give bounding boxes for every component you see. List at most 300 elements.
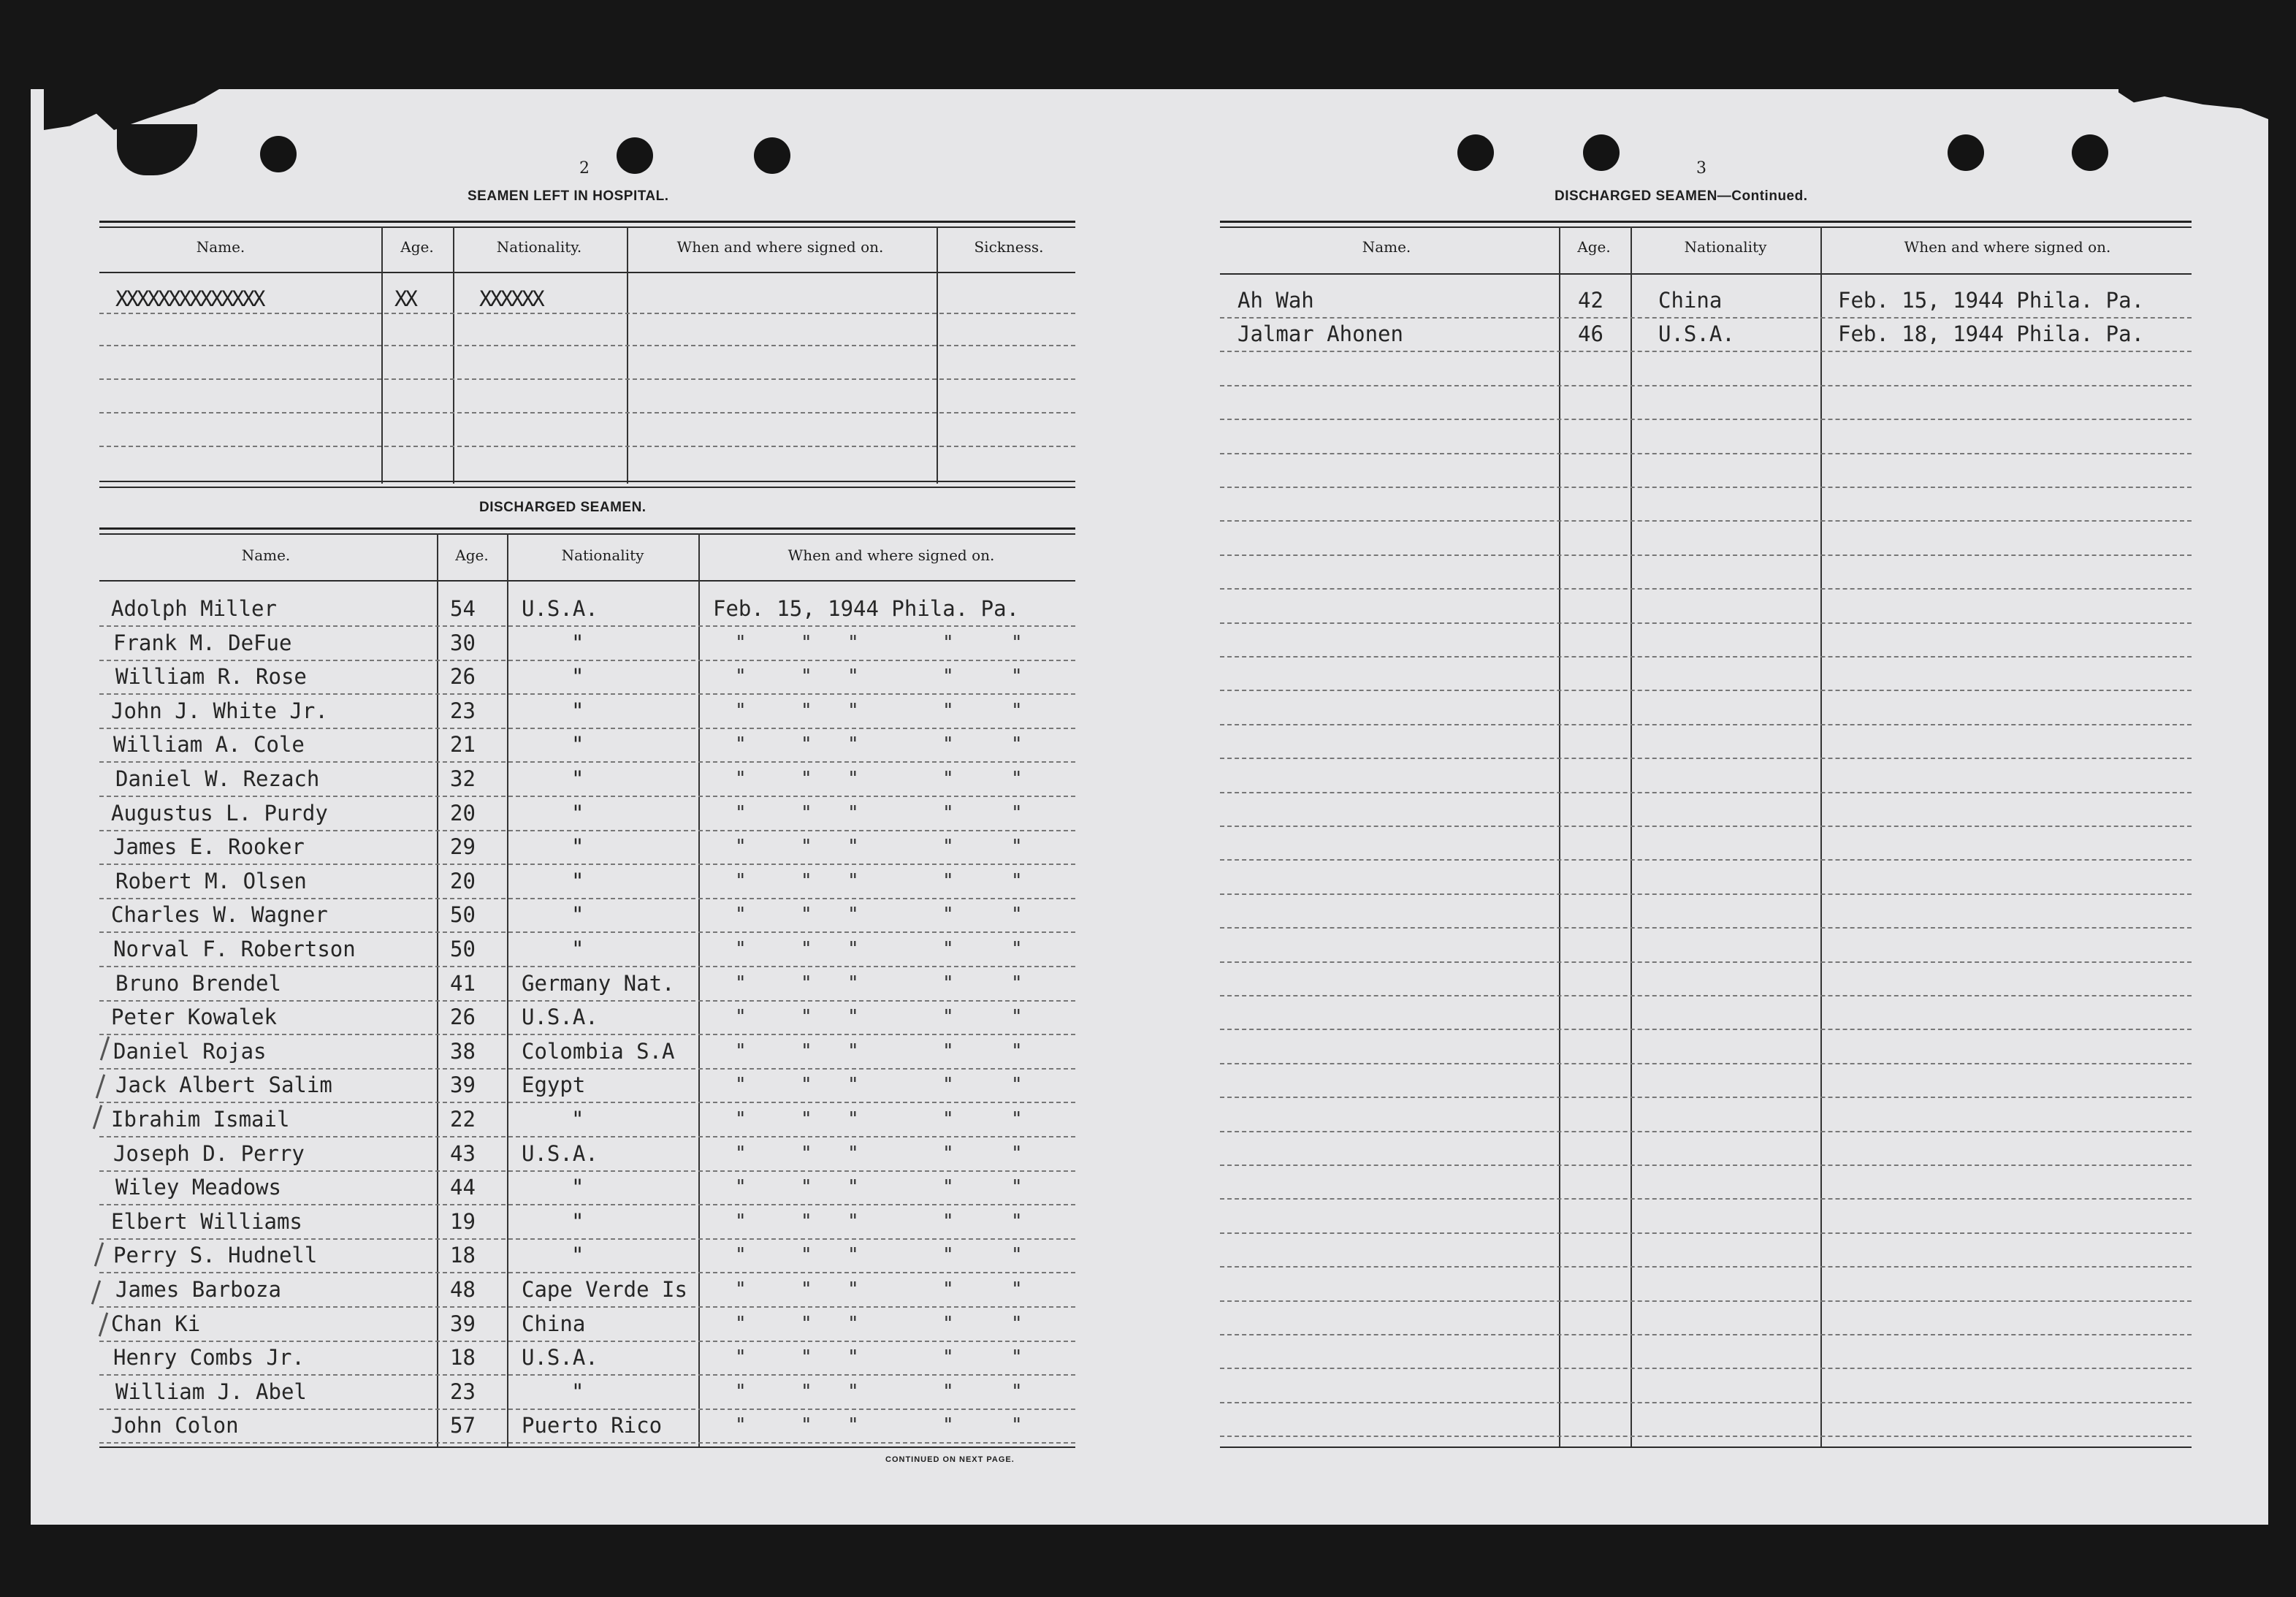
ditto-mark: " xyxy=(942,972,954,994)
seaman-age: 41 xyxy=(450,970,476,996)
hospital-section-title: SEAMEN LEFT IN HOSPITAL. xyxy=(468,188,669,204)
seaman-name: Augustus L. Purdy xyxy=(111,800,328,826)
row-rule xyxy=(1220,1198,2192,1200)
row-rule xyxy=(1220,385,2192,386)
ditto-mark: " xyxy=(942,699,954,722)
row-rule xyxy=(99,1374,1075,1376)
ditto-mark: " xyxy=(942,1312,954,1335)
row-rule xyxy=(1220,1131,2192,1132)
seaman-name: Daniel Rojas xyxy=(113,1038,267,1064)
ditto-mark: " xyxy=(801,768,812,790)
ditto-mark: " xyxy=(735,1346,747,1369)
ditto-mark: " xyxy=(942,631,954,654)
seaman-age: 54 xyxy=(450,596,476,621)
seaman-nationality: Puerto Rico xyxy=(522,1413,663,1438)
ditto-mark: " xyxy=(942,1040,954,1062)
page-number: 3 xyxy=(1696,159,1706,178)
row-rule xyxy=(1220,622,2192,624)
ditto-mark: " xyxy=(735,1108,747,1130)
ditto-mark: " xyxy=(735,1176,747,1199)
seaman-name: Wiley Meadows xyxy=(115,1175,281,1200)
seaman-nationality: " xyxy=(571,664,584,690)
ditto-mark: " xyxy=(847,1414,859,1437)
seaman-age: 43 xyxy=(450,1140,476,1166)
row-rule xyxy=(99,1000,1075,1002)
seaman-nationality: " xyxy=(571,834,584,860)
ditto-mark: " xyxy=(942,801,954,824)
seaman-age: 26 xyxy=(450,664,476,690)
seaman-nationality: " xyxy=(571,1107,584,1132)
row-rule xyxy=(1220,317,2192,319)
seaman-name: Daniel W. Rezach xyxy=(115,766,320,791)
row-rule xyxy=(1220,690,2192,691)
row-rule xyxy=(99,1272,1075,1273)
seaman-age: 38 xyxy=(450,1038,476,1064)
hospital-col-nationality: Nationality. xyxy=(496,238,582,256)
seaman-name: Ibrahim Ismail xyxy=(111,1107,290,1132)
ditto-mark: " xyxy=(942,1380,954,1403)
seaman-name: John J. White Jr. xyxy=(111,698,328,723)
row-rule xyxy=(99,728,1075,729)
ditto-mark: " xyxy=(1011,904,1023,926)
discharged-col-signed-on: When and where signed on. xyxy=(787,546,995,564)
row-rule xyxy=(1220,1334,2192,1335)
row-rule xyxy=(1220,520,2192,522)
ditto-mark: " xyxy=(735,904,747,926)
seaman-age: 50 xyxy=(450,937,476,961)
ditto-mark: " xyxy=(801,904,812,926)
row-rule xyxy=(99,931,1075,933)
discharged-col-nationality: Nationality xyxy=(561,546,644,564)
ditto-mark: " xyxy=(735,1040,747,1062)
ditto-mark: " xyxy=(942,1108,954,1130)
ditto-mark: " xyxy=(942,869,954,892)
ditto-mark: " xyxy=(847,768,859,790)
column-divider xyxy=(1631,226,1632,1447)
ditto-mark: " xyxy=(735,1278,747,1300)
ditto-mark: " xyxy=(942,733,954,756)
row-rule xyxy=(1220,554,2192,556)
discharged-continued-title: DISCHARGED SEAMEN—Continued. xyxy=(1555,188,1808,204)
ditto-mark: " xyxy=(735,938,747,960)
seaman-age: 39 xyxy=(450,1072,476,1098)
ditto-mark: " xyxy=(801,699,812,722)
ditto-mark: " xyxy=(847,1074,859,1097)
seaman-age: 50 xyxy=(450,902,476,928)
seaman-name: William R. Rose xyxy=(115,664,307,690)
seaman-name: John Colon xyxy=(111,1413,239,1438)
seaman-age: 44 xyxy=(450,1175,476,1200)
seaman-name: Bruno Brendel xyxy=(115,970,281,996)
seaman-name: Robert M. Olsen xyxy=(115,868,307,893)
ditto-mark: " xyxy=(801,1108,812,1130)
row-rule xyxy=(1220,419,2192,420)
rule xyxy=(99,221,1075,223)
seaman-age: 39 xyxy=(450,1311,476,1336)
hospital-col-name: Name. xyxy=(196,238,245,256)
seaman-name: Frank M. DeFue xyxy=(113,630,292,655)
right-col-nationality: Nationality xyxy=(1684,238,1767,256)
ditto-mark: " xyxy=(942,1006,954,1029)
ditto-mark: " xyxy=(1011,1074,1023,1097)
binder-hole xyxy=(1583,134,1620,171)
column-divider xyxy=(1559,226,1560,1447)
row-rule xyxy=(99,796,1075,797)
ditto-mark: " xyxy=(801,1278,812,1300)
ditto-mark: " xyxy=(801,1006,812,1029)
ditto-mark: " xyxy=(1011,1108,1023,1130)
ditto-mark: " xyxy=(942,1176,954,1199)
seaman-signed-on: Feb. 15, 1944 Phila. Pa. xyxy=(713,596,1020,621)
ditto-mark: " xyxy=(847,1108,859,1130)
hospital-col-signed-on: When and where signed on. xyxy=(676,238,884,256)
ditto-mark: " xyxy=(1011,836,1023,858)
ditto-mark: " xyxy=(1011,666,1023,688)
ditto-mark: " xyxy=(847,1244,859,1267)
page-number: 2 xyxy=(579,159,590,178)
rule xyxy=(99,533,1075,535)
hospital-col-sickness: Sickness. xyxy=(974,238,1044,256)
ditto-mark: " xyxy=(1011,1312,1023,1335)
ditto-mark: " xyxy=(735,631,747,654)
seaman-age: 48 xyxy=(450,1277,476,1302)
seaman-age: 57 xyxy=(450,1413,476,1438)
row-rule xyxy=(1220,1300,2192,1302)
ditto-mark: " xyxy=(801,1142,812,1165)
seaman-nationality: " xyxy=(571,868,584,893)
row-rule xyxy=(1220,1029,2192,1030)
ditto-mark: " xyxy=(735,1142,747,1165)
ditto-mark: " xyxy=(942,1278,954,1300)
seaman-name: Ah Wah xyxy=(1237,288,1314,313)
rule xyxy=(99,226,1075,228)
row-rule xyxy=(99,898,1075,899)
ditto-mark: " xyxy=(1011,1142,1023,1165)
ditto-mark: " xyxy=(847,631,859,654)
ditto-mark: " xyxy=(847,1006,859,1029)
seaman-name: Adolph Miller xyxy=(111,596,277,621)
seaman-age: 26 xyxy=(450,1005,476,1030)
ditto-mark: " xyxy=(847,972,859,994)
row-rule xyxy=(1220,893,2192,895)
discharged-col-name: Name. xyxy=(241,546,291,564)
ditto-mark: " xyxy=(801,666,812,688)
seaman-age: 30 xyxy=(450,630,476,655)
ditto-mark: " xyxy=(1011,1210,1023,1232)
seaman-name: Chan Ki xyxy=(111,1311,201,1336)
ditto-mark: " xyxy=(735,1210,747,1232)
row-rule xyxy=(99,1034,1075,1035)
ditto-mark: " xyxy=(942,1210,954,1232)
seaman-name: James Barboza xyxy=(115,1277,281,1302)
ditto-mark: " xyxy=(1011,1040,1023,1062)
seaman-nationality: " xyxy=(571,698,584,723)
ditto-mark: " xyxy=(1011,768,1023,790)
column-divider xyxy=(507,533,508,1447)
seaman-name: Perry S. Hudnell xyxy=(113,1243,318,1268)
seaman-age: 32 xyxy=(450,766,476,791)
ditto-mark: " xyxy=(735,1414,747,1437)
row-rule xyxy=(99,412,1075,413)
seaman-nationality: China xyxy=(522,1311,586,1336)
row-rule xyxy=(99,625,1075,627)
row-rule xyxy=(1220,927,2192,929)
ditto-mark: " xyxy=(735,666,747,688)
ditto-mark: " xyxy=(801,938,812,960)
ditto-mark: " xyxy=(942,938,954,960)
row-rule xyxy=(1220,1232,2192,1234)
hospital-age-struck: XX xyxy=(394,286,416,311)
ditto-mark: " xyxy=(847,836,859,858)
ditto-mark: " xyxy=(847,1312,859,1335)
row-rule xyxy=(1220,656,2192,658)
ditto-mark: " xyxy=(735,836,747,858)
row-rule xyxy=(1220,758,2192,759)
ditto-mark: " xyxy=(847,1142,859,1165)
row-rule xyxy=(99,1442,1075,1444)
binder-hole xyxy=(260,136,297,172)
binder-hole xyxy=(2072,134,2108,171)
rule xyxy=(1220,1447,2192,1448)
seaman-nationality: U.S.A. xyxy=(522,1005,598,1030)
discharged-col-age: Age. xyxy=(455,546,489,564)
ditto-mark: " xyxy=(1011,1176,1023,1199)
row-rule xyxy=(99,864,1075,865)
column-divider xyxy=(1820,226,1822,1447)
ditto-mark: " xyxy=(1011,1244,1023,1267)
ditto-mark: " xyxy=(735,972,747,994)
ditto-mark: " xyxy=(847,869,859,892)
row-rule xyxy=(99,660,1075,661)
row-rule xyxy=(1220,995,2192,996)
seaman-nationality: Colombia S.A xyxy=(522,1038,675,1064)
column-divider xyxy=(437,533,438,1447)
hospital-nationality-struck: XXXXXX xyxy=(479,286,543,311)
row-rule xyxy=(99,761,1075,763)
seaman-nationality: " xyxy=(571,937,584,961)
ditto-mark: " xyxy=(735,733,747,756)
ditto-mark: " xyxy=(847,938,859,960)
hospital-col-age: Age. xyxy=(400,238,434,256)
right-col-age: Age. xyxy=(1577,238,1611,256)
row-rule xyxy=(1220,1436,2192,1437)
ditto-mark: " xyxy=(801,1176,812,1199)
row-rule xyxy=(99,1136,1075,1137)
ditto-mark: " xyxy=(1011,972,1023,994)
seaman-name: Norval F. Robertson xyxy=(113,937,356,961)
ditto-mark: " xyxy=(1011,869,1023,892)
seaman-signed-on: Feb. 18, 1944 Phila. Pa. xyxy=(1838,321,2145,347)
ditto-mark: " xyxy=(801,1074,812,1097)
seaman-age: 21 xyxy=(450,732,476,758)
seaman-nationality: U.S.A. xyxy=(522,1345,598,1371)
seaman-nationality: " xyxy=(571,1243,584,1268)
ditto-mark: " xyxy=(847,1278,859,1300)
ditto-mark: " xyxy=(847,733,859,756)
seaman-age: 22 xyxy=(450,1107,476,1132)
ditto-mark: " xyxy=(847,801,859,824)
seaman-nationality: U.S.A. xyxy=(522,1140,598,1166)
seaman-nationality: Cape Verde Is xyxy=(522,1277,687,1302)
seaman-nationality: " xyxy=(571,1208,584,1234)
seaman-name: Elbert Williams xyxy=(111,1208,302,1234)
discharged-section-title: DISCHARGED SEAMEN. xyxy=(479,500,647,515)
ditto-mark: " xyxy=(1011,1278,1023,1300)
hospital-name-struck: XXXXXXXXXXXXXX xyxy=(115,286,264,311)
row-rule xyxy=(99,966,1075,967)
rule xyxy=(99,487,1075,488)
seaman-name: Charles W. Wagner xyxy=(111,902,328,928)
right-col-name: Name. xyxy=(1362,238,1411,256)
ditto-mark: " xyxy=(801,1380,812,1403)
row-rule xyxy=(99,1068,1075,1070)
ditto-mark: " xyxy=(847,1346,859,1369)
ditto-mark: " xyxy=(942,904,954,926)
ditto-mark: " xyxy=(735,1074,747,1097)
row-rule xyxy=(1220,453,2192,454)
ditto-mark: " xyxy=(847,1176,859,1199)
seaman-age: 23 xyxy=(450,1379,476,1404)
seaman-name: Peter Kowalek xyxy=(111,1005,277,1030)
ditto-mark: " xyxy=(1011,1414,1023,1437)
ditto-mark: " xyxy=(1011,699,1023,722)
seaman-nationality: Egypt xyxy=(522,1072,586,1098)
binder-hole xyxy=(754,137,790,174)
ditto-mark: " xyxy=(942,1414,954,1437)
ditto-mark: " xyxy=(942,768,954,790)
row-rule xyxy=(99,446,1075,447)
row-rule xyxy=(1220,961,2192,963)
ditto-mark: " xyxy=(847,666,859,688)
ditto-mark: " xyxy=(801,1244,812,1267)
seaman-nationality: " xyxy=(571,766,584,791)
rule xyxy=(99,527,1075,530)
seaman-age: 19 xyxy=(450,1208,476,1234)
column-divider xyxy=(698,533,700,1447)
seaman-name: James E. Rooker xyxy=(113,834,305,860)
rule xyxy=(99,1447,1075,1448)
continued-note: CONTINUED ON NEXT PAGE. xyxy=(885,1455,1015,1464)
seaman-age: 29 xyxy=(450,834,476,860)
seaman-nationality: " xyxy=(571,630,584,655)
seaman-signed-on: Feb. 15, 1944 Phila. Pa. xyxy=(1838,288,2145,313)
ditto-mark: " xyxy=(735,801,747,824)
seaman-name: Henry Combs Jr. xyxy=(113,1345,305,1371)
right-col-signed-on: When and where signed on. xyxy=(1904,238,2111,256)
seaman-name: Joseph D. Perry xyxy=(113,1140,305,1166)
ditto-mark: " xyxy=(735,1312,747,1335)
ditto-mark: " xyxy=(942,666,954,688)
rule xyxy=(99,481,1075,482)
seaman-nationality: " xyxy=(571,1379,584,1404)
rule xyxy=(1220,226,2192,228)
ditto-mark: " xyxy=(735,869,747,892)
row-rule xyxy=(1220,859,2192,861)
row-rule xyxy=(99,1102,1075,1103)
ditto-mark: " xyxy=(735,1006,747,1029)
seaman-nationality: China xyxy=(1658,288,1723,313)
ditto-mark: " xyxy=(735,699,747,722)
seaman-age: 42 xyxy=(1578,288,1603,313)
ditto-mark: " xyxy=(942,836,954,858)
seaman-nationality: " xyxy=(571,800,584,826)
row-rule xyxy=(1220,724,2192,725)
ditto-mark: " xyxy=(847,1380,859,1403)
ditto-mark: " xyxy=(801,1040,812,1062)
row-rule xyxy=(1220,792,2192,793)
binder-hole xyxy=(617,137,653,174)
seaman-nationality: Germany Nat. xyxy=(522,970,675,996)
row-rule xyxy=(1220,487,2192,488)
row-rule xyxy=(99,313,1075,314)
ditto-mark: " xyxy=(1011,938,1023,960)
seaman-age: 23 xyxy=(450,698,476,723)
row-rule xyxy=(99,1341,1075,1342)
row-rule xyxy=(99,1306,1075,1308)
row-rule xyxy=(1220,826,2192,827)
rule xyxy=(99,272,1075,273)
rule xyxy=(99,580,1075,582)
seaman-nationality: U.S.A. xyxy=(522,596,598,621)
seaman-nationality: " xyxy=(571,732,584,758)
ditto-mark: " xyxy=(1011,1380,1023,1403)
row-rule xyxy=(99,1170,1075,1172)
seaman-name: Jack Albert Salim xyxy=(115,1072,332,1098)
row-rule xyxy=(99,378,1075,380)
row-rule xyxy=(99,1238,1075,1240)
ditto-mark: " xyxy=(735,768,747,790)
ditto-mark: " xyxy=(735,1380,747,1403)
row-rule xyxy=(1220,588,2192,590)
row-rule xyxy=(99,830,1075,831)
ditto-mark: " xyxy=(801,972,812,994)
seaman-name: William J. Abel xyxy=(115,1379,307,1404)
ditto-mark: " xyxy=(735,1244,747,1267)
ditto-mark: " xyxy=(1011,801,1023,824)
ditto-mark: " xyxy=(847,699,859,722)
binder-hole xyxy=(1457,134,1494,171)
row-rule xyxy=(1220,1063,2192,1064)
seaman-name: William A. Cole xyxy=(113,732,305,758)
ditto-mark: " xyxy=(1011,1346,1023,1369)
rule xyxy=(1220,273,2192,275)
row-rule xyxy=(1220,351,2192,352)
ditto-mark: " xyxy=(942,1346,954,1369)
ditto-mark: " xyxy=(801,869,812,892)
binder-hole xyxy=(1948,134,1984,171)
ditto-mark: " xyxy=(801,631,812,654)
ditto-mark: " xyxy=(801,1210,812,1232)
ditto-mark: " xyxy=(801,801,812,824)
ditto-mark: " xyxy=(847,904,859,926)
row-rule xyxy=(1220,1368,2192,1369)
seaman-name: Jalmar Ahonen xyxy=(1237,321,1403,347)
seaman-nationality: " xyxy=(571,902,584,928)
ditto-mark: " xyxy=(1011,733,1023,756)
row-rule xyxy=(1220,1266,2192,1268)
seaman-age: 20 xyxy=(450,868,476,893)
row-rule xyxy=(99,1204,1075,1205)
ditto-mark: " xyxy=(801,836,812,858)
seaman-nationality: " xyxy=(571,1175,584,1200)
ditto-mark: " xyxy=(1011,1006,1023,1029)
rule xyxy=(1220,221,2192,223)
ditto-mark: " xyxy=(942,1244,954,1267)
ditto-mark: " xyxy=(801,1414,812,1437)
seaman-age: 18 xyxy=(450,1243,476,1268)
ditto-mark: " xyxy=(801,1312,812,1335)
row-rule xyxy=(99,693,1075,695)
